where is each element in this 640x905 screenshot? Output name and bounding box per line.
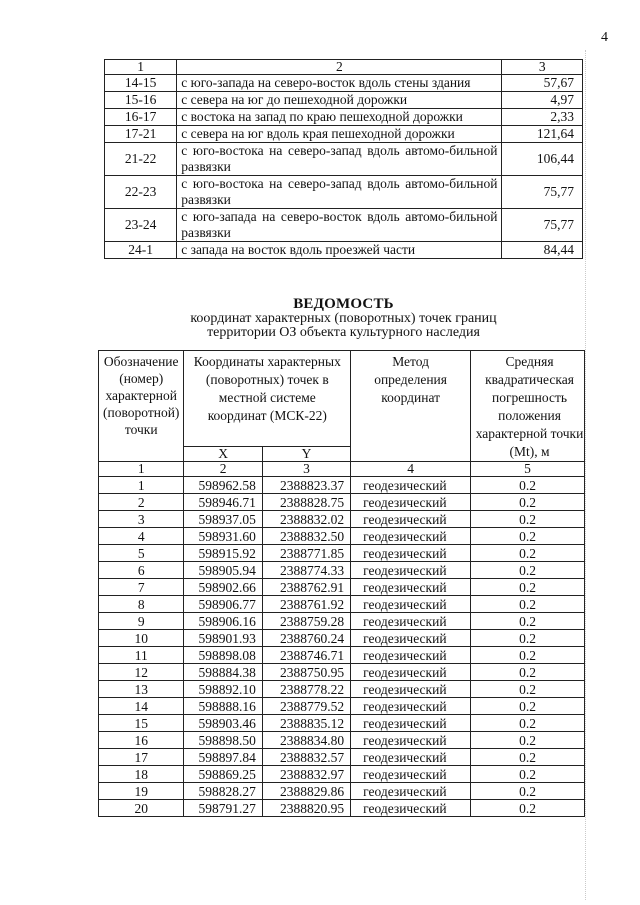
segment-cell: 21-22 bbox=[105, 143, 177, 176]
point-number-cell: 17 bbox=[99, 749, 184, 766]
description-cell: с юго-востока на северо-запад вдоль автомо-бильной развязки bbox=[177, 176, 502, 209]
column-number-3: 3 bbox=[262, 462, 350, 477]
x-coordinate-cell: 598898.08 bbox=[184, 647, 262, 664]
y-coordinate-cell: 2388832.57 bbox=[262, 749, 350, 766]
accuracy-cell: 0.2 bbox=[471, 562, 585, 579]
method-cell: геодезический bbox=[351, 698, 471, 715]
accuracy-cell: 0.2 bbox=[471, 749, 585, 766]
table-row bbox=[99, 749, 585, 766]
table-row bbox=[99, 783, 585, 800]
point-number-cell: 14 bbox=[99, 698, 184, 715]
header-method: Метод определения координат bbox=[351, 351, 471, 462]
table-row bbox=[105, 209, 583, 242]
x-coordinate-cell: 598884.38 bbox=[184, 664, 262, 681]
accuracy-cell: 0.2 bbox=[471, 783, 585, 800]
point-number-cell: 1 bbox=[99, 477, 184, 494]
boundary-description-table bbox=[104, 59, 583, 259]
description-cell: с востока на запад по краю пешеходной дорожки bbox=[177, 109, 502, 126]
coordinates-table bbox=[98, 350, 585, 817]
length-cell: 57,67 bbox=[502, 75, 583, 92]
length-cell: 2,33 bbox=[502, 109, 583, 126]
table-row bbox=[105, 143, 583, 176]
method-cell: геодезический bbox=[351, 647, 471, 664]
length-cell: 75,77 bbox=[502, 176, 583, 209]
method-cell: геодезический bbox=[351, 596, 471, 613]
point-number-cell: 9 bbox=[99, 613, 184, 630]
point-number-cell: 19 bbox=[99, 783, 184, 800]
accuracy-cell: 0.2 bbox=[471, 664, 585, 681]
y-coordinate-cell: 2388761.92 bbox=[262, 596, 350, 613]
accuracy-cell: 0.2 bbox=[471, 732, 585, 749]
y-coordinate-cell: 2388820.95 bbox=[262, 800, 350, 817]
description-cell: с севера на юг до пешеходной дорожки bbox=[177, 92, 502, 109]
y-coordinate-cell: 2388829.86 bbox=[262, 783, 350, 800]
point-number-cell: 13 bbox=[99, 681, 184, 698]
method-cell: геодезический bbox=[351, 783, 471, 800]
length-cell: 121,64 bbox=[502, 126, 583, 143]
column-number-row bbox=[99, 462, 585, 477]
column-number-1: 1 bbox=[105, 60, 177, 75]
method-cell: геодезический bbox=[351, 664, 471, 681]
method-cell: геодезический bbox=[351, 613, 471, 630]
x-coordinate-cell: 598906.77 bbox=[184, 596, 262, 613]
table-row bbox=[99, 613, 585, 630]
accuracy-cell: 0.2 bbox=[471, 630, 585, 647]
accuracy-cell: 0.2 bbox=[471, 545, 585, 562]
accuracy-cell: 0.2 bbox=[471, 477, 585, 494]
table-row bbox=[105, 92, 583, 109]
method-cell: геодезический bbox=[351, 562, 471, 579]
table-row bbox=[99, 528, 585, 545]
header-y: Y bbox=[262, 446, 350, 461]
column-number-2: 2 bbox=[184, 462, 262, 477]
point-number-cell: 18 bbox=[99, 766, 184, 783]
table-row bbox=[105, 176, 583, 209]
margin-guide-line bbox=[585, 50, 586, 900]
y-coordinate-cell: 2388746.71 bbox=[262, 647, 350, 664]
y-coordinate-cell: 2388832.02 bbox=[262, 511, 350, 528]
table-row bbox=[99, 545, 585, 562]
y-coordinate-cell: 2388762.91 bbox=[262, 579, 350, 596]
y-coordinate-cell: 2388828.75 bbox=[262, 494, 350, 511]
x-coordinate-cell: 598898.50 bbox=[184, 732, 262, 749]
description-cell: с юго-запада на северо-восток вдоль стены здания bbox=[177, 75, 502, 92]
y-coordinate-cell: 2388832.97 bbox=[262, 766, 350, 783]
method-cell: геодезический bbox=[351, 681, 471, 698]
table-row bbox=[99, 511, 585, 528]
x-coordinate-cell: 598962.58 bbox=[184, 477, 262, 494]
table-row bbox=[99, 494, 585, 511]
table-row bbox=[99, 698, 585, 715]
point-number-cell: 20 bbox=[99, 800, 184, 817]
column-number-2: 2 bbox=[177, 60, 502, 75]
column-number-5: 5 bbox=[471, 462, 585, 477]
accuracy-cell: 0.2 bbox=[471, 613, 585, 630]
document-title-block bbox=[104, 296, 583, 340]
accuracy-cell: 0.2 bbox=[471, 511, 585, 528]
point-number-cell: 2 bbox=[99, 494, 184, 511]
method-cell: геодезический bbox=[351, 511, 471, 528]
column-number-3: 3 bbox=[502, 60, 583, 75]
table-row bbox=[105, 109, 583, 126]
description-cell: с севера на юг вдоль края пешеходной дорожки bbox=[177, 126, 502, 143]
header-accuracy: Средняя квадратическая погрешность положения характерной точки (Mt), м bbox=[471, 351, 585, 462]
y-coordinate-cell: 2388834.80 bbox=[262, 732, 350, 749]
accuracy-cell: 0.2 bbox=[471, 596, 585, 613]
x-coordinate-cell: 598946.71 bbox=[184, 494, 262, 511]
x-coordinate-cell: 598901.93 bbox=[184, 630, 262, 647]
document-title: ВЕДОМОСТЬ bbox=[293, 296, 394, 312]
point-number-cell: 10 bbox=[99, 630, 184, 647]
point-number-cell: 6 bbox=[99, 562, 184, 579]
table-header-row bbox=[99, 351, 585, 447]
accuracy-cell: 0.2 bbox=[471, 647, 585, 664]
x-coordinate-cell: 598937.05 bbox=[184, 511, 262, 528]
table-row bbox=[99, 579, 585, 596]
table-row bbox=[99, 647, 585, 664]
table-row bbox=[99, 732, 585, 749]
length-cell: 106,44 bbox=[502, 143, 583, 176]
table-row bbox=[105, 242, 583, 259]
method-cell: геодезический bbox=[351, 732, 471, 749]
method-cell: геодезический bbox=[351, 715, 471, 732]
segment-cell: 17-21 bbox=[105, 126, 177, 143]
header-x: X bbox=[184, 446, 262, 461]
accuracy-cell: 0.2 bbox=[471, 681, 585, 698]
accuracy-cell: 0.2 bbox=[471, 579, 585, 596]
column-number-1: 1 bbox=[99, 462, 184, 477]
length-cell: 75,77 bbox=[502, 209, 583, 242]
table-row bbox=[105, 126, 583, 143]
table-row bbox=[99, 562, 585, 579]
method-cell: геодезический bbox=[351, 579, 471, 596]
x-coordinate-cell: 598888.16 bbox=[184, 698, 262, 715]
point-number-cell: 12 bbox=[99, 664, 184, 681]
header-coordinates: Координаты характерных (поворотных) точек в местной системе координат (МСК-22) bbox=[184, 351, 351, 447]
table-row bbox=[99, 664, 585, 681]
segment-cell: 24-1 bbox=[105, 242, 177, 259]
point-number-cell: 3 bbox=[99, 511, 184, 528]
method-cell: геодезический bbox=[351, 800, 471, 817]
x-coordinate-cell: 598915.92 bbox=[184, 545, 262, 562]
method-cell: геодезический bbox=[351, 528, 471, 545]
description-cell: с юго-запада на северо-восток вдоль автомо-бильной развязки bbox=[177, 209, 502, 242]
description-cell: с запада на восток вдоль проезжей части bbox=[177, 242, 502, 259]
accuracy-cell: 0.2 bbox=[471, 698, 585, 715]
accuracy-cell: 0.2 bbox=[471, 494, 585, 511]
document-subtitle-line-1: координат характерных (поворотных) точек границ bbox=[190, 311, 497, 326]
table-header-row bbox=[105, 60, 583, 75]
segment-cell: 14-15 bbox=[105, 75, 177, 92]
accuracy-cell: 0.2 bbox=[471, 715, 585, 732]
y-coordinate-cell: 2388779.52 bbox=[262, 698, 350, 715]
point-number-cell: 15 bbox=[99, 715, 184, 732]
y-coordinate-cell: 2388771.85 bbox=[262, 545, 350, 562]
table-row bbox=[99, 477, 585, 494]
y-coordinate-cell: 2388832.50 bbox=[262, 528, 350, 545]
method-cell: геодезический bbox=[351, 630, 471, 647]
method-cell: геодезический bbox=[351, 766, 471, 783]
y-coordinate-cell: 2388778.22 bbox=[262, 681, 350, 698]
table-row bbox=[99, 715, 585, 732]
x-coordinate-cell: 598931.60 bbox=[184, 528, 262, 545]
method-cell: геодезический bbox=[351, 545, 471, 562]
x-coordinate-cell: 598906.16 bbox=[184, 613, 262, 630]
segment-cell: 15-16 bbox=[105, 92, 177, 109]
length-cell: 84,44 bbox=[502, 242, 583, 259]
method-cell: геодезический bbox=[351, 477, 471, 494]
y-coordinate-cell: 2388759.28 bbox=[262, 613, 350, 630]
table-row bbox=[99, 800, 585, 817]
segment-cell: 16-17 bbox=[105, 109, 177, 126]
segment-cell: 23-24 bbox=[105, 209, 177, 242]
accuracy-cell: 0.2 bbox=[471, 528, 585, 545]
table-row bbox=[99, 630, 585, 647]
point-number-cell: 16 bbox=[99, 732, 184, 749]
table-row bbox=[99, 681, 585, 698]
page-number: 4 bbox=[601, 30, 608, 45]
x-coordinate-cell: 598791.27 bbox=[184, 800, 262, 817]
x-coordinate-cell: 598892.10 bbox=[184, 681, 262, 698]
point-number-cell: 11 bbox=[99, 647, 184, 664]
point-number-cell: 8 bbox=[99, 596, 184, 613]
method-cell: геодезический bbox=[351, 494, 471, 511]
point-number-cell: 4 bbox=[99, 528, 184, 545]
y-coordinate-cell: 2388823.37 bbox=[262, 477, 350, 494]
x-coordinate-cell: 598869.25 bbox=[184, 766, 262, 783]
point-number-cell: 7 bbox=[99, 579, 184, 596]
accuracy-cell: 0.2 bbox=[471, 800, 585, 817]
method-cell: геодезический bbox=[351, 749, 471, 766]
table-row bbox=[99, 766, 585, 783]
document-subtitle-line-2: территории ОЗ объекта культурного наследия bbox=[207, 325, 480, 340]
header-point-number: Обозначение (номер) характерной (поворотной) точки bbox=[99, 351, 184, 462]
x-coordinate-cell: 598902.66 bbox=[184, 579, 262, 596]
x-coordinate-cell: 598897.84 bbox=[184, 749, 262, 766]
point-number-cell: 5 bbox=[99, 545, 184, 562]
y-coordinate-cell: 2388835.12 bbox=[262, 715, 350, 732]
segment-cell: 22-23 bbox=[105, 176, 177, 209]
x-coordinate-cell: 598828.27 bbox=[184, 783, 262, 800]
y-coordinate-cell: 2388760.24 bbox=[262, 630, 350, 647]
y-coordinate-cell: 2388774.33 bbox=[262, 562, 350, 579]
column-number-4: 4 bbox=[351, 462, 471, 477]
x-coordinate-cell: 598903.46 bbox=[184, 715, 262, 732]
y-coordinate-cell: 2388750.95 bbox=[262, 664, 350, 681]
length-cell: 4,97 bbox=[502, 92, 583, 109]
accuracy-cell: 0.2 bbox=[471, 766, 585, 783]
table-row bbox=[105, 75, 583, 92]
table-row bbox=[99, 596, 585, 613]
x-coordinate-cell: 598905.94 bbox=[184, 562, 262, 579]
description-cell: с юго-востока на северо-запад вдоль автомо-бильной развязки bbox=[177, 143, 502, 176]
